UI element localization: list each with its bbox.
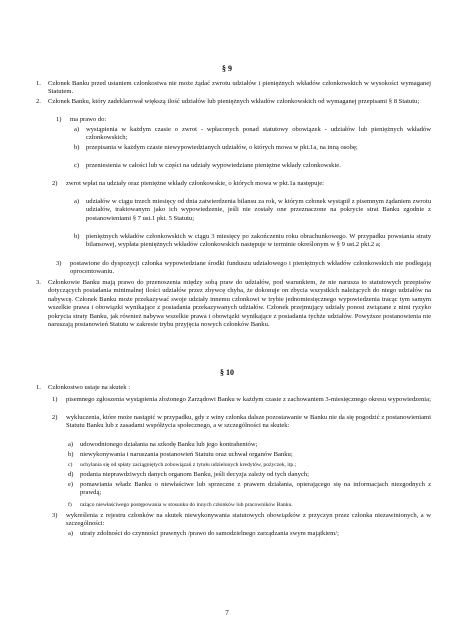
item-text: udziałów w ciągu trzech miesięcy od dnia zatwierdzenia bilansu za rok, w którym członek wystąpił z pisemnym żądaniem zwrotu udziałów, traktowanym jako ich wypowiedzenie, jeśli nie zostały one przeznaczone na pokrycie strat Banku zgodnie z postanowieniami § 7 ust.1 pkt. 5 Statutu; xyxy=(86,198,431,222)
item-text: pomawiania władz Banku o niewłaściwe lub sprzeczne z prawem działania, opierającego się na informacjach niezgodnych z prawdą; xyxy=(80,481,431,497)
item-label: a) xyxy=(68,530,74,537)
item-text: udowodnionego działania na szkodę Banku lub jego kontrahentów; xyxy=(80,441,258,448)
item-text: wykluczenia, które może nastąpić w przypadku, gdy z winy członka dalsze pozostawanie w Banku nie da się pogodzić z postanowieniami Statutu Banku lub z zasadami współżycia społecznego, a w szczególności na skutek: xyxy=(66,414,431,430)
item-label: e) xyxy=(68,481,74,488)
item-text: Członkostwo ustaje na skutek : xyxy=(48,384,131,391)
item-label: a) xyxy=(74,198,80,205)
item-text: rażąco niewłaściwego postępowania w stosunku do innych członków lub pracowników Banku. xyxy=(80,502,293,508)
page-number: 7 xyxy=(225,609,229,617)
item-label: 1. xyxy=(36,80,41,87)
item-label: c) xyxy=(74,162,80,169)
item-text: przeniesienia w całości lub w części na udziały wypowiedziane pieniężne wkłady członkowskie. xyxy=(86,162,341,169)
item-label: b) xyxy=(68,451,74,458)
item-text: podania nieprawdziwych danych organom Banku, jeśli decyzja zależy od tych danych; xyxy=(80,471,309,478)
section-9-heading: § 9 xyxy=(222,64,232,73)
item-text: pisemnego zgłoszenia wystąpienia złożonego Zarządowi Banku w każdym czasie z zachowaniem 3-miesięcznego okresu wypowiedzenia; xyxy=(66,396,431,403)
item-text: zwrot wpłat na udziały oraz pieniężne wkłady członkowskie, o których mowa w pkt.1a następuje: xyxy=(66,180,324,187)
item-text: pieniężnych wkładów członkowskich w ciągu 3 miesięcy po zakończeniu roku obrachunkowego. W przypadku powstania straty bilansowej, wypłata pieniężnych wkładów członkowskich następuje w terminie określonym w § 9 ust.2 pkt.2 a; xyxy=(86,233,431,249)
item-text: Członek Banku przed ustaniem członkostwa nie może żądać zwrotu udziałów i pieniężnych wkładów członkowskich w wysokości wymaganej Statutem. xyxy=(48,80,431,96)
item-text: ma prawo do: xyxy=(70,116,107,123)
item-label: 3) xyxy=(52,512,58,519)
item-label: b) xyxy=(74,144,80,151)
item-label: 2. xyxy=(36,98,41,105)
item-label: 3) xyxy=(56,260,62,267)
item-label: 3. xyxy=(36,279,41,286)
item-label: f) xyxy=(68,502,72,508)
item-text: utraty zdolności do czynności prawnych /prawo do samodzielnego zarządzania swym majątkiem/; xyxy=(80,530,339,537)
item-label: 1) xyxy=(56,116,62,123)
item-text: uchylania się od spłaty zaciągniętych zobowiązań z tytułu udzielonych kredytów, pożyczek, itp.; xyxy=(80,462,297,468)
item-label: 1) xyxy=(52,396,58,403)
item-label: 1. xyxy=(36,384,41,391)
item-text: postawione do dyspozycji członka wypowiedziane środki funduszu udziałowego i pieniężnych wkładów członkowskich nie podlegają oprocentowaniu. xyxy=(70,260,431,276)
item-text: Członek Banku, który zadeklarował większą ilość udziałów lub pieniężnych wkładów członkowskich od wymaganej przepisami § 8 Statutu; xyxy=(48,98,420,105)
section-10-heading: § 10 xyxy=(220,368,234,377)
item-text: wystąpienia w każdym czasie o zwrot - wpłaconych ponad statutowy obowiązek - udziałów lub pieniężnych wkładów członkowskich; xyxy=(86,126,431,142)
item-label: d) xyxy=(68,471,74,478)
item-label: a) xyxy=(68,441,74,448)
item-text: Członkowie Banku mają prawo do przenoszenia między sobą praw do udziałów, pod warunkiem, że nie narusza to statutowych przepisów dotyczących posiadania minimalnej ilości udziałów przez zbywcę chyba, że dokonuje on zbycia wszystkich należących do niego udziałów na nabywcę. Członek Banku może przekazywać swoje udziały innemu członkowi w trybie jednomiesięcznego wypowiedzenia tracąc tym samym wszelkie prawa i obowiązki wynikające z posiadania przekazywanych udziałów. Członek przejmujący udziały ponosi związane z nimi ryzyko pokrycia straty Banku, jak również nabywa wszelkie prawa i obowiązki wynikające z posiadania tychże udziałów. Powyższe postanowienia nie naruszają postanowień Statutu w zakresie trybu przyjęcia nowych członków Banku. xyxy=(48,279,431,329)
item-label: c) xyxy=(68,462,73,468)
item-text: przepisania w każdym czasie niewypowiedzianych udziałów, o których mowa w pkt.1a, na inną osobę; xyxy=(86,144,358,151)
item-label: b) xyxy=(74,233,80,240)
item-label: 2) xyxy=(52,414,58,421)
item-label: a) xyxy=(74,126,80,133)
item-text: wykreślenia z rejestru członków na skutek niewykonywania statutowych obowiązków z przyczyn przez członka niezawinionych, a w szczególności: xyxy=(66,512,431,528)
item-label: 2) xyxy=(52,180,58,187)
item-text: niewykonywania i naruszania postanowień Statutu oraz uchwał organów Banku; xyxy=(80,451,293,458)
